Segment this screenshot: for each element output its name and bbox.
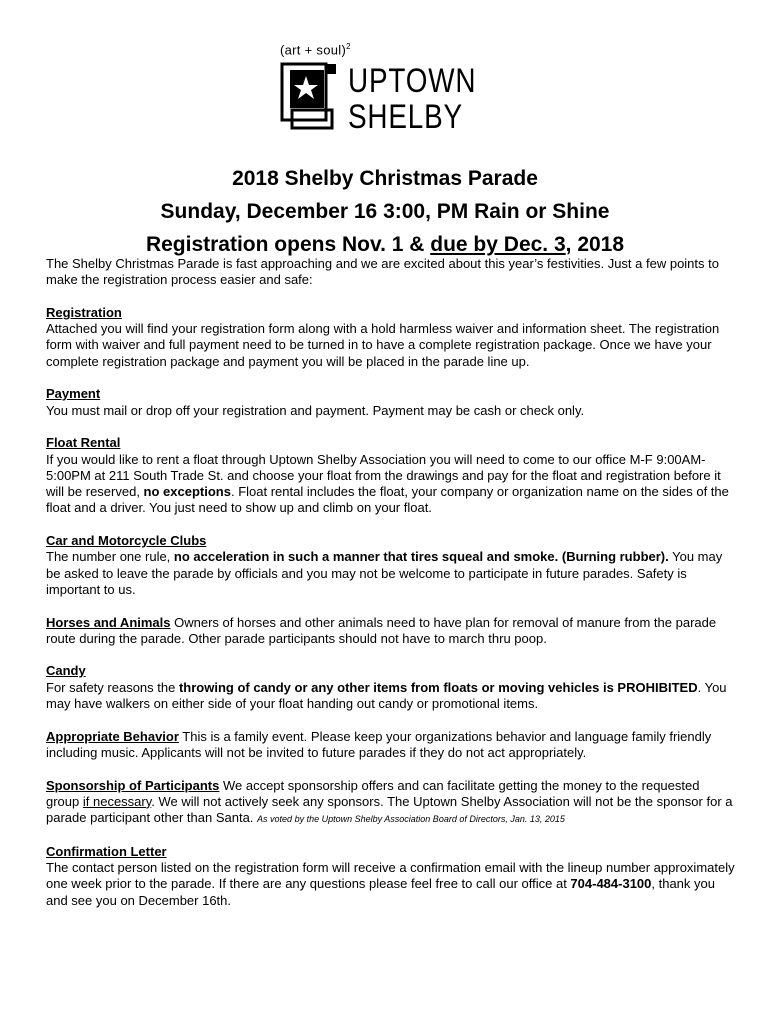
sponsorship-section: [46, 778, 736, 828]
sponsorship-underline: if necessary: [82, 793, 152, 809]
registration-line-a: Registration opens Nov. 1 &: [145, 233, 431, 256]
sponsorship-text-b: . We will not actively seek any sponsors. The Uptown Shelby Association will not be the sponsor for a parade participant other than Santa.: [46, 793, 733, 826]
candy-text-a: For safety reasons the: [46, 679, 179, 695]
float-rental-heading: Float Rental: [46, 435, 121, 451]
office-phone: 704-484-3100: [570, 876, 652, 892]
candy-heading: Candy: [46, 663, 86, 679]
float-rental-section: [46, 435, 736, 516]
car-clubs-text-a: The number one rule,: [46, 549, 174, 565]
behavior-text: This is a family event. Please keep your organizations behavior and language family friendly including music. Applicants will not be invited to future parades if they do not act appropriately.: [46, 728, 712, 760]
confirmation-section: [46, 844, 736, 909]
logo-star-frame-icon: [280, 62, 338, 130]
sponsorship-text-a: We accept sponsorship offers and can facilitate getting the money to the requested group: [46, 777, 700, 809]
logo-tagline-text: (art + soul): [280, 42, 347, 58]
float-rental-text-a: If you would like to rent a float through Uptown Shelby Association you will need to come to our office M-F 9:00AM- 5:00PM at 211 South Trade St. and choose your float from the drawings and pay for the float and registration before it will be reserved,: [46, 451, 721, 500]
payment-text: You must mail or drop off your registration and payment. Payment may be cash or check only.: [46, 402, 585, 418]
car-clubs-section: [46, 533, 736, 598]
registration-heading: Registration: [46, 304, 122, 320]
behavior-section: [46, 729, 736, 762]
date-line: Sunday, December 16 3:00, PM Rain or Shine: [160, 200, 610, 223]
logo-tagline: [280, 42, 351, 57]
horses-section: [46, 615, 736, 648]
car-clubs-bold: no acceleration in such a manner that tires squeal and smoke. (Burning rubber).: [173, 549, 669, 565]
confirmation-heading: Confirmation Letter: [46, 843, 167, 859]
logo-tagline-sup: 2: [346, 42, 351, 51]
page-title: 2018 Shelby Christmas Parade: [232, 167, 538, 190]
header-block: [0, 162, 770, 261]
horses-heading: Horses and Animals: [46, 614, 171, 630]
registration-line-b: , 2018: [565, 233, 625, 256]
intro-paragraph: The Shelby Christmas Parade is fast approaching and we are excited about this year’s festivities. Just a few points to make the registration process easier and safe:: [46, 256, 719, 288]
sponsorship-note: As voted by the Uptown Shelby Association Board of Directors, Jan. 13, 2015: [257, 814, 565, 825]
uptown-shelby-logo: [276, 42, 496, 134]
registration-section: [46, 305, 736, 370]
sponsorship-heading: Sponsorship of Participants: [46, 777, 220, 793]
float-rental-bold: no exceptions: [143, 484, 231, 500]
registration-text: Attached you will find your registration form along with a hold harmless waiver and information sheet. The registration form with waiver and full payment need to be turned in to have a complete registration package. Once we have your complete registration package and payment you will be placed in the parade line up.: [46, 321, 720, 369]
candy-bold: throwing of candy or any other items from floats or moving vehicles is PROHIBITED: [178, 679, 698, 695]
confirmation-text-b: , thank you and see you on December 16th.: [46, 876, 715, 908]
logo-word-shelby: SHELBY: [348, 98, 463, 136]
float-rental-text-b: . Float rental includes the float, your company or organization name on the sides of the float and a driver. You just need to show up and climb on your float.: [46, 484, 729, 516]
payment-section: [46, 386, 736, 419]
document-body: [46, 256, 736, 925]
car-clubs-heading: Car and Motorcycle Clubs: [46, 533, 207, 549]
horses-text: Owners of horses and other animals need to have plan for removal of manure from the parade route during the parade. Other parade participants should not have to march thru poop.: [46, 614, 717, 646]
behavior-heading: Appropriate Behavior: [46, 728, 179, 744]
candy-text-b: . You may have walkers on either side of your float handing out candy or promotional items.: [46, 679, 727, 712]
candy-section: [46, 663, 736, 712]
confirmation-text-a: The contact person listed on the registration form will receive a confirmation email with the lineup number approximately one week prior to the parade. If there are any questions please feel free to call our office at: [46, 859, 735, 892]
logo-word-uptown: UPTOWN: [348, 62, 477, 100]
car-clubs-text-b: You may be asked to leave the parade by officials and you may not be welcome to participate in future parades. Safety is important to us.: [46, 549, 723, 597]
payment-heading: Payment: [46, 386, 101, 402]
registration-due-date: due by Dec. 3: [430, 233, 566, 256]
